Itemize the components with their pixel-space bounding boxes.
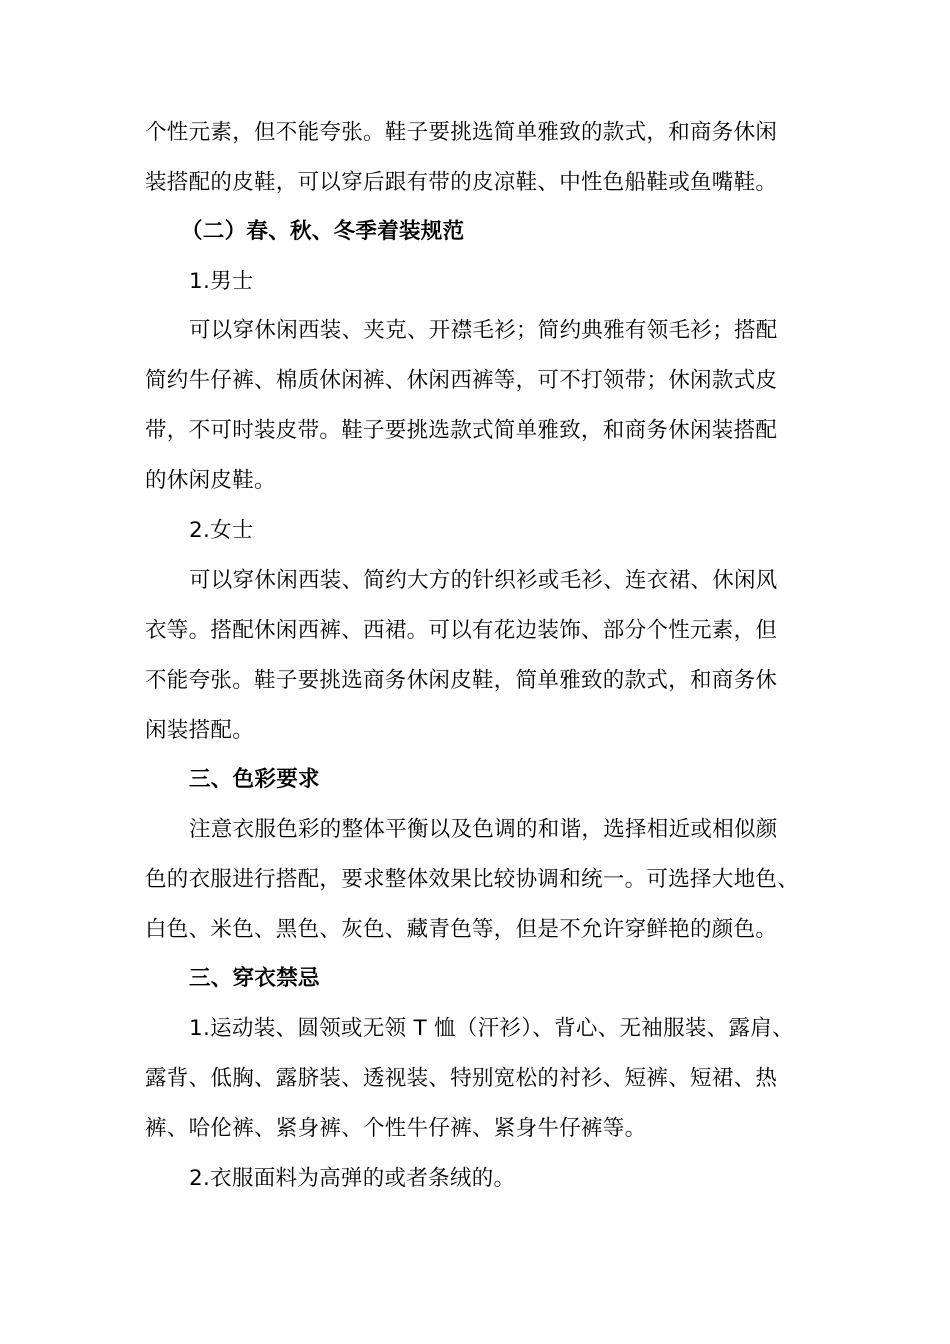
paragraph-line: 的休闲皮鞋。 xyxy=(145,468,276,493)
paragraph-line: 简约牛仔裤、棉质休闲裤、休闲西裤等，可不打领带；休闲款式皮 xyxy=(145,368,778,393)
paragraph-line: 装搭配的皮鞋，可以穿后跟有带的皮凉鞋、中性色船鞋或鱼嘴鞋。 xyxy=(145,170,778,195)
paragraph-line: 带，不可时装皮带。鞋子要挑选款式简单雅致，和商务休闲装搭配 xyxy=(145,418,778,443)
paragraph-line: 露背、低胸、露脐装、透视装、特别宽松的衬衫、短裤、短裙、热 xyxy=(145,1066,778,1091)
subheading-women: 2.女士 xyxy=(189,518,254,543)
paragraph-line: 2.衣服面料为高弹的或者条绒的。 xyxy=(189,1166,516,1191)
paragraph-line: 裤、哈伦裤、紧身裤、个性牛仔裤、紧身牛仔裤等。 xyxy=(145,1116,647,1141)
paragraph-line: 可以穿休闲西装、夹克、开襟毛衫；简约典雅有领毛衫；搭配 xyxy=(189,318,778,343)
paragraph-line: 不能夸张。鞋子要挑选商务休闲皮鞋，简单雅致的款式，和商务休 xyxy=(145,668,778,693)
paragraph-line: 可以穿休闲西装、简约大方的针织衫或毛衫、连衣裙、休闲风 xyxy=(189,568,778,593)
section-heading-color: 三、色彩要求 xyxy=(189,767,320,792)
paragraph-line: 1.运动装、圆领或无领 T 恤（汗衫）、背心、无袖服装、露肩、 xyxy=(189,1016,794,1041)
paragraph-line: 注意衣服色彩的整体平衡以及色调的和谐，选择相近或相似颜 xyxy=(189,817,778,842)
paragraph-line: 闲装搭配。 xyxy=(145,718,255,743)
section-heading-spring-autumn-winter: （二）春、秋、冬季着装规范 xyxy=(181,219,465,244)
subheading-men: 1.男士 xyxy=(189,269,254,294)
paragraph-line: 衣等。搭配休闲西裤、西裙。可以有花边装饰、部分个性元素，但 xyxy=(145,618,778,643)
paragraph-line: 个性元素，但不能夸张。鞋子要挑选简单雅致的款式，和商务休闲 xyxy=(145,120,778,145)
paragraph-line: 白色、米色、黑色、灰色、藏青色等，但是不允许穿鲜艳的颜色。 xyxy=(145,917,778,942)
section-heading-taboo: 三、穿衣禁忌 xyxy=(189,966,320,991)
paragraph-line: 色的衣服进行搭配，要求整体效果比较协调和统一。可选择大地色、 xyxy=(145,867,800,892)
